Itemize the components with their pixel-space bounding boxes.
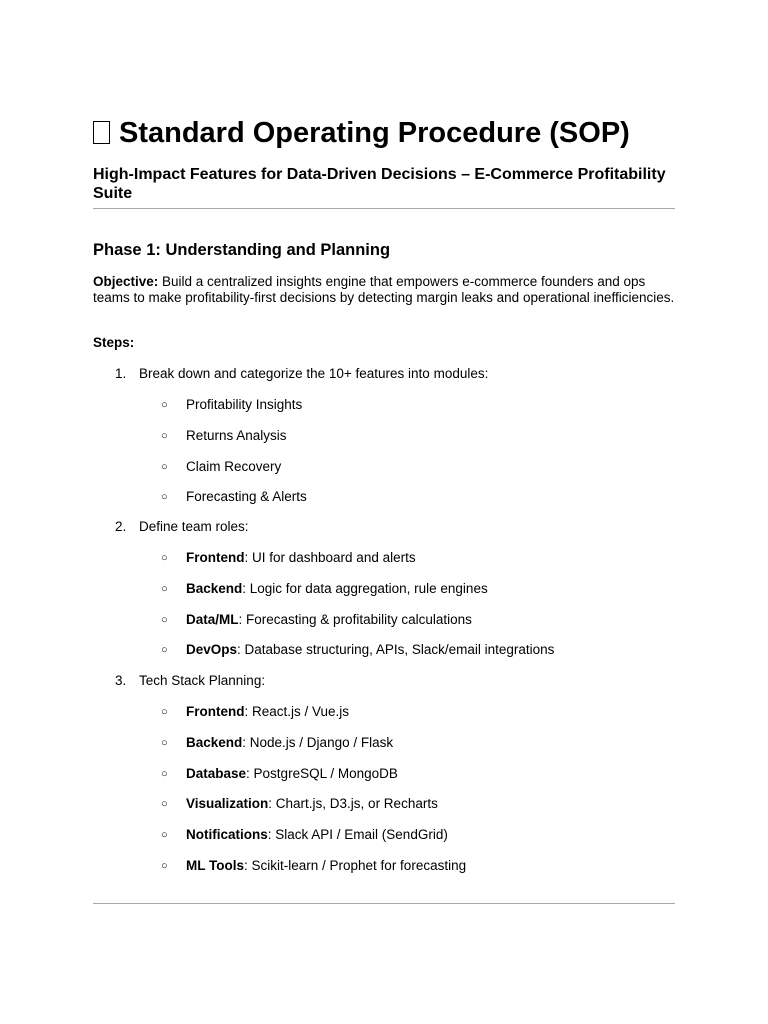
sub-list-item-bold: Notifications [186,827,268,843]
sub-list-item-bold: Frontend [186,704,245,719]
list-item-text: Define team roles: [139,519,249,534]
sub-list-item-rest: : UI for dashboard and alerts [244,550,416,565]
sub-list-item-bold: Visualization [186,796,269,812]
bullet-circle-icon: ○ [161,860,168,872]
sub-list-item-rest: Forecasting & Alerts [186,489,307,505]
phase-heading: Phase 1: Understanding and Planning [93,241,391,259]
sub-list-item-bold: Backend [186,734,243,750]
page-title [93,113,630,153]
sub-list-item-rest: : Forecasting & profitability calculations [238,611,472,627]
bullet-circle-icon: ○ [161,767,168,780]
bullet-circle-icon: ○ [161,644,168,657]
sub-list-item-text [186,397,302,413]
sub-list-item-text [186,796,438,812]
list-item-number: 1. [115,366,127,381]
objective-text: Build a centralized insights engine that empowers e-commerce founders and ops teams to make profitability-first decisions by detecting margin leaks and operational inefficiencies. [93,274,675,305]
sub-list-item-rest: Profitability Insights [186,397,303,412]
sub-list-item-rest: : Node.js / Django / Flask [242,734,394,750]
sub-list-item-bold: Data/ML [186,611,239,627]
sub-list-item-rest: Claim Recovery [186,458,282,474]
sub-list-item-rest: : Scikit-learn / Prophet for forecasting [244,858,467,873]
sub-list-item-text [186,858,466,874]
sub-list-item-rest: : React.js / Vue.js [244,704,350,719]
objective-paragraph [93,274,683,306]
sub-list-item-rest: : Database structuring, APIs, Slack/email integrations [237,642,555,658]
steps-label: Steps: [93,335,135,350]
sub-list-item-bold: ML Tools [186,858,244,873]
sub-list-item-bold: Backend [186,580,243,596]
bullet-circle-icon: ○ [161,582,168,595]
sub-list-item-rest: : Chart.js, D3.js, or Recharts [268,796,438,812]
sub-list-item-text [186,735,393,751]
missing-glyph-icon [93,121,110,144]
sub-list-item-rest: : Logic for data aggregation, rule engines [242,580,488,596]
bullet-circle-icon: ○ [161,613,168,626]
sub-list-item-text [186,459,281,475]
page-subtitle: High-Impact Features for Data-Driven Decisions – E-Commerce Profitability Suite [93,166,666,202]
sub-list-item-rest: : Slack API / Email (SendGrid) [267,827,448,843]
sub-list-item-text [186,827,448,843]
bullet-circle-icon: ○ [161,399,168,411]
sub-list-item-bold: DevOps [186,642,238,658]
sub-list-item-text [186,766,398,782]
sub-list-item-text [186,550,416,566]
list-item-text: Break down and categorize the 10+ features into modules: [139,366,489,381]
bullet-circle-icon: ○ [161,736,168,749]
bullet-circle-icon: ○ [161,460,168,473]
list-item-number: 3. [115,673,127,688]
bullet-circle-icon: ○ [161,706,168,718]
bullet-circle-icon: ○ [161,798,168,811]
bullet-circle-icon: ○ [161,552,168,564]
sub-list-item-bold: Frontend [186,550,245,565]
sub-list-item-text [186,489,307,505]
bullet-circle-icon: ○ [161,829,168,842]
bullet-circle-icon: ○ [161,429,168,442]
sub-list-item-text [186,428,287,444]
page-title-text: Standard Operating Procedure (SOP) [119,117,630,149]
sub-list-item-rest: Returns Analysis [186,427,287,443]
bullet-circle-icon: ○ [161,491,168,504]
list-item-number: 2. [115,519,127,534]
bottom-divider [93,903,675,904]
sub-list-item-text [186,612,472,628]
sub-list-item-text [186,642,554,658]
sub-list-item-rest: : PostgreSQL / MongoDB [246,765,398,781]
objective-label: Objective: [93,274,159,289]
top-divider [93,208,675,209]
sub-list-item-text [186,704,349,720]
sub-list-item-bold: Database [186,765,247,781]
sub-list-item-text [186,581,488,597]
list-item-text: Tech Stack Planning: [139,673,266,688]
